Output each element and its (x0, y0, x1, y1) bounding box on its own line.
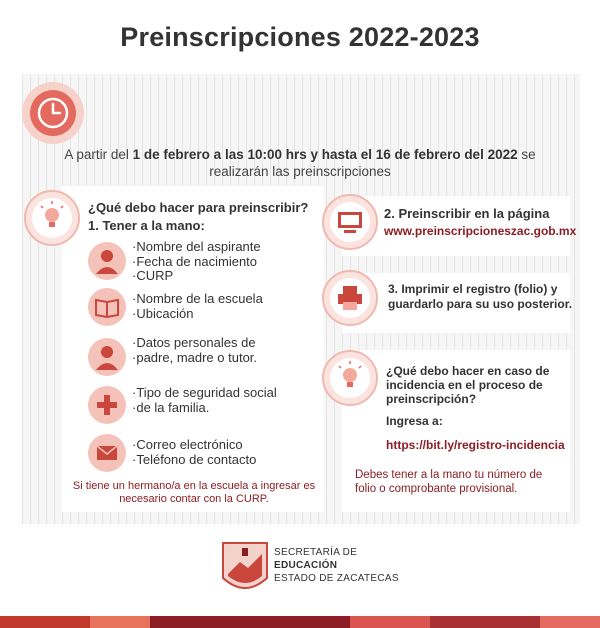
list-item: · Correo electrónico (132, 438, 256, 453)
preinscripcion-url[interactable]: www.preinscripcioneszac.gob.mx (384, 224, 577, 238)
medical-cross-icon (88, 386, 126, 424)
intro-part1: A partir del (64, 147, 133, 162)
list-item: · CURP (132, 269, 261, 284)
list-parent (132, 336, 257, 365)
folio-note-2: folio o comprobante provisional. (355, 483, 518, 495)
list-item: · Tipo de seguridad social (132, 386, 277, 401)
intro-text (40, 146, 560, 180)
lightbulb-badge-2 (322, 350, 378, 406)
logo-line2: EDUCACIÓN (274, 560, 338, 571)
lightbulb-icon (330, 358, 370, 398)
list-item-cont: · padre, madre o tutor. (132, 351, 257, 366)
incidence-url[interactable]: https://bit.ly/registro-incidencia (386, 438, 565, 452)
lightbulb-icon (32, 198, 72, 238)
incidence-q3: preinscripción? (386, 392, 477, 406)
list-item: · Nombre del aspirante (132, 240, 261, 255)
logo-line1: SECRETARÍA DE (274, 547, 358, 558)
logo-line3: ESTADO DE ZACATECAS (274, 573, 399, 584)
step3-line1: 3. Imprimir el registro (folio) y (388, 282, 558, 296)
page-title: Preinscripciones 2022-2023 (120, 22, 480, 52)
curp-note: Si tiene un hermano/a en la escuela a ingresar es necesario contar con la CURP. (72, 480, 316, 505)
printer-icon (330, 278, 370, 318)
list-school (132, 292, 263, 321)
envelope-icon (88, 434, 126, 472)
step1-label: 1. Tener a la mano: (88, 218, 205, 233)
list-item-cont: · de la familia. (132, 401, 277, 416)
parent-icon (88, 338, 126, 376)
person-icon (88, 242, 126, 280)
list-item: · Nombre de la escuela (132, 292, 263, 307)
list-item: · Ubicación (132, 307, 263, 322)
list-item: · Teléfono de contacto (132, 453, 256, 468)
ingresa-label: Ingresa a: (386, 414, 443, 428)
computer-icon (330, 202, 370, 242)
incidence-q1: ¿Qué debo hacer en caso de (386, 364, 550, 378)
intro-dates: 1 de febrero a las 10:00 hrs y hasta el 16 de febrero del 2022 (132, 147, 518, 162)
list-person (132, 240, 261, 284)
book-icon (88, 288, 126, 326)
footer-color-bar (0, 616, 600, 628)
computer-badge (322, 194, 378, 250)
list-contact (132, 438, 256, 467)
question-preinscribir: ¿Qué debo hacer para preinscribir? (88, 200, 309, 215)
list-social-security (132, 386, 277, 415)
list-item: · Fecha de nacimiento (132, 255, 261, 270)
printer-badge (322, 270, 378, 326)
lightbulb-badge (24, 190, 80, 246)
seal-logo (220, 540, 270, 598)
list-item: · Datos personales de (132, 336, 257, 351)
step2-label: 2. Preinscribir en la página (384, 206, 550, 221)
clock-icon (30, 90, 76, 136)
incidence-q2: incidencia en el proceso de (386, 378, 543, 392)
clock-badge (22, 82, 84, 144)
step3-line2: guardarlo para su uso posterior. (388, 297, 573, 311)
logo-text (274, 546, 399, 585)
folio-note-1: Debes tener a la mano tu número de (355, 469, 543, 481)
intro-part2: se realizarán las preinscripciones (209, 147, 536, 179)
